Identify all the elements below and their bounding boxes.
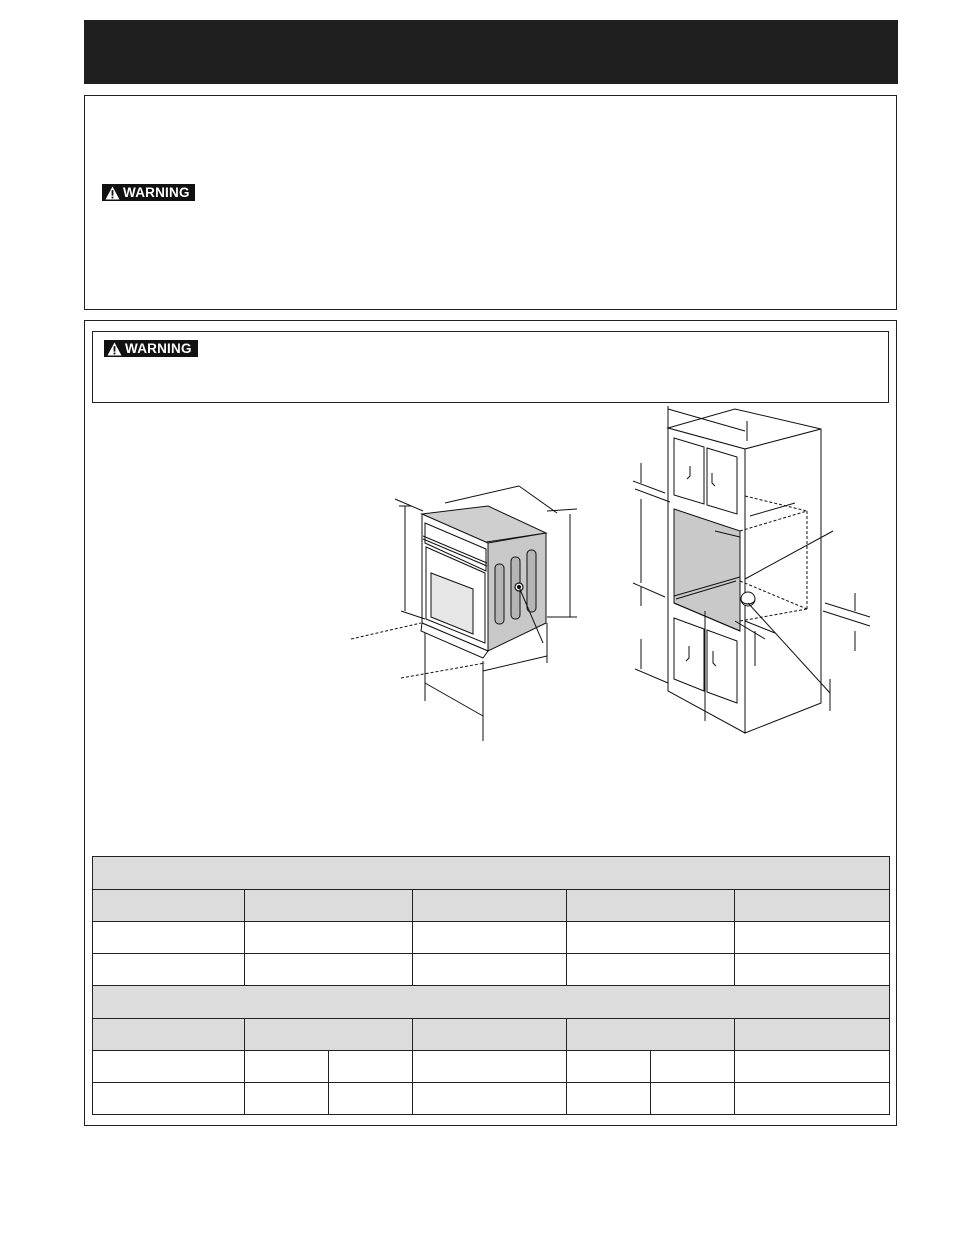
warning-label: WARNING — [125, 341, 192, 356]
table-row — [93, 1083, 890, 1115]
specification-table — [92, 856, 890, 1115]
installation-box — [84, 320, 897, 1126]
warning-triangle-icon — [105, 186, 120, 200]
table-title-cell — [93, 857, 890, 890]
table-header-cell — [413, 890, 567, 922]
table-section-cell — [93, 986, 890, 1019]
cabinet-cutout-drawing — [633, 406, 870, 733]
table-title-row — [93, 857, 890, 890]
table-section-row — [93, 986, 890, 1019]
table-header-row — [93, 890, 890, 922]
warning-label: WARNING — [123, 185, 190, 200]
table-header-cell — [567, 890, 735, 922]
table-header-row — [93, 1019, 890, 1051]
table-header-cell — [93, 890, 245, 922]
table-row — [93, 954, 890, 986]
warning-badge — [102, 184, 195, 201]
oven-unit-drawing — [351, 486, 577, 741]
table-header-cell — [735, 890, 890, 922]
notice-box — [84, 95, 897, 310]
table-row — [93, 922, 890, 954]
table-header-cell — [245, 890, 413, 922]
table-row — [93, 1051, 890, 1083]
header-bar — [84, 20, 898, 84]
installation-diagram — [85, 321, 896, 751]
